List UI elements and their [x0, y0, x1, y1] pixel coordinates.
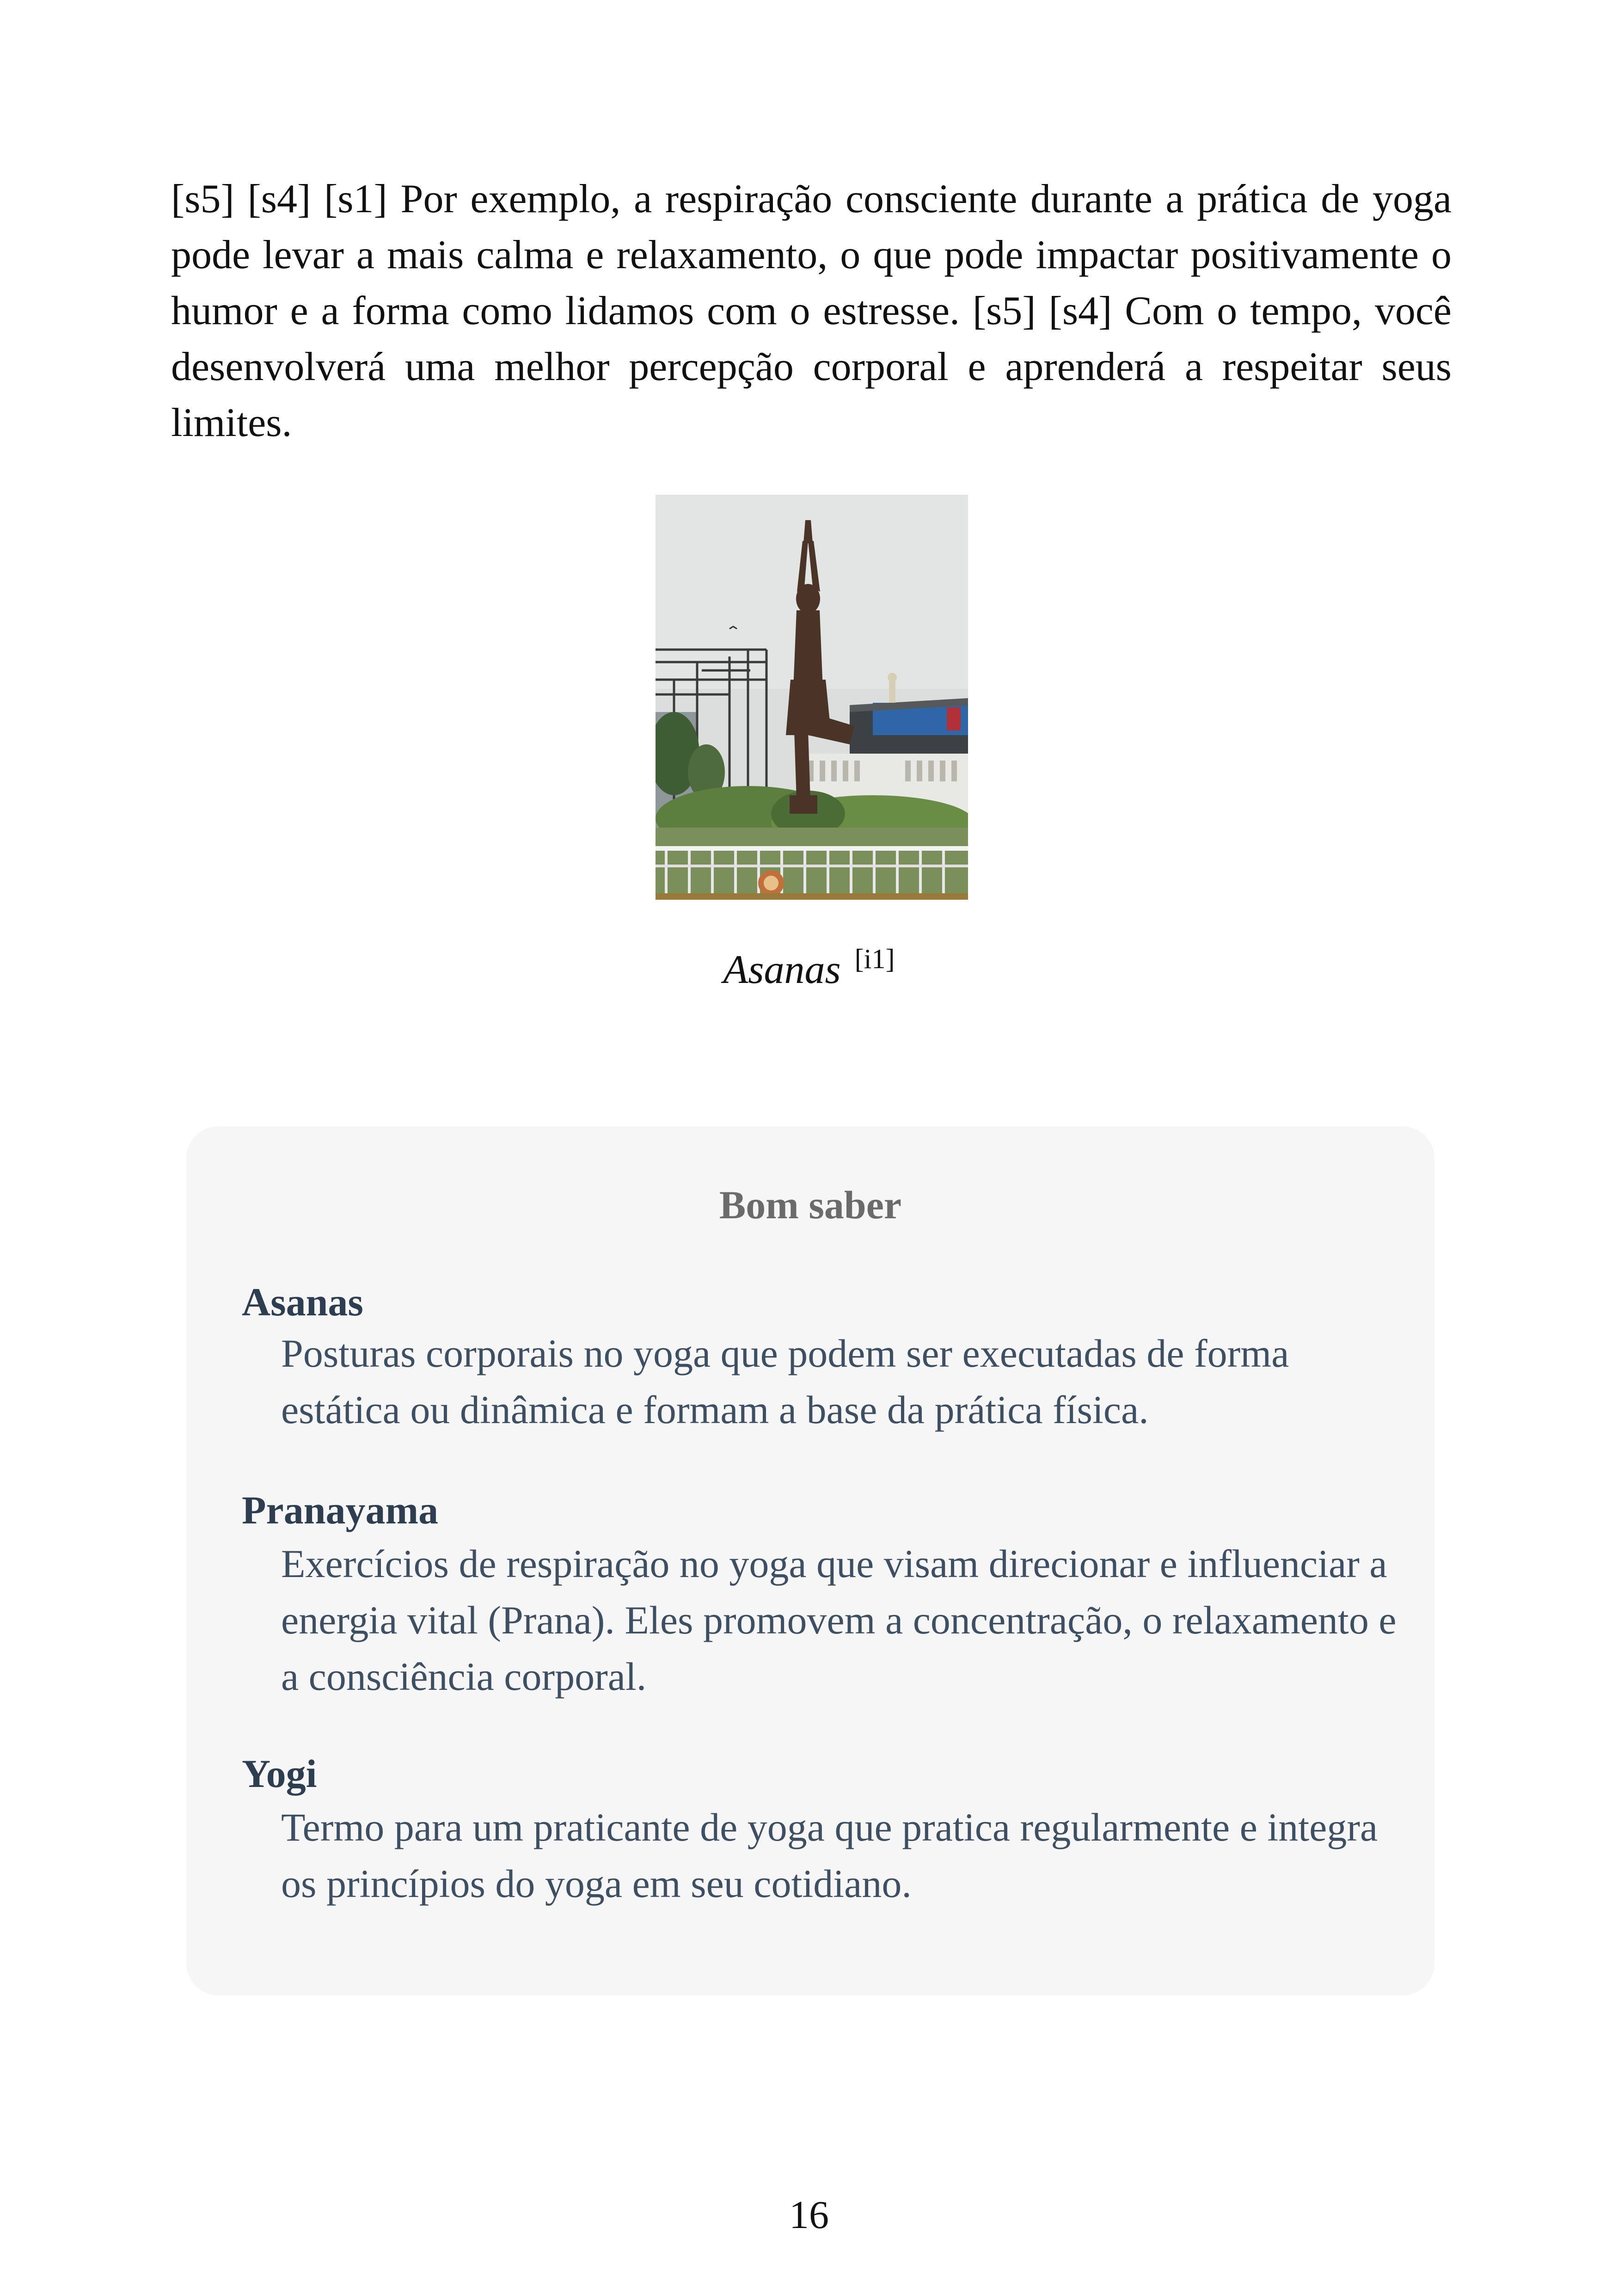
glossary-term-asanas: Asanas [242, 1280, 363, 1324]
glossary-definition-yogi: Termo para um praticante de yoga que pratica regularmente e integra os princípios do yoga em seu cotidiano. [281, 1805, 1378, 1906]
caption-reference: [i1] [854, 944, 895, 974]
glossary-box [186, 1126, 1434, 1995]
caption-text: Asanas [723, 947, 841, 992]
page-number: 16 [789, 2192, 829, 2237]
figure-caption [0, 943, 1618, 993]
glossary-definition-pranayama: Exercícios de respiração no yoga que visam direcionar e influenciar a energia vital (Prana). Eles promovem a concentração, o relaxamento e a consciência corporal. [281, 1541, 1397, 1699]
glossary-definition-asanas: Posturas corporais no yoga que podem ser executadas de forma estática ou dinâmica e formam a base da prática física. [281, 1331, 1289, 1432]
body-paragraph: [s5] [s4] [s1] Por exemplo, a respiração consciente durante a prática de yoga pode levar a mais calma e relaxamento, o que pode impactar positivamente o humor e a forma como lidamos com o estresse. [s5] [s4] Com o tempo, você desenvolverá uma melhor percepção corporal e aprenderá a respeitar seus limites. [171, 177, 1452, 445]
glossary-term-pranayama: Pranayama [242, 1488, 439, 1532]
yoga-statue-photo [656, 495, 968, 900]
glossary-term-yogi: Yogi [242, 1751, 317, 1796]
glossary-title: Bom saber [719, 1183, 902, 1227]
